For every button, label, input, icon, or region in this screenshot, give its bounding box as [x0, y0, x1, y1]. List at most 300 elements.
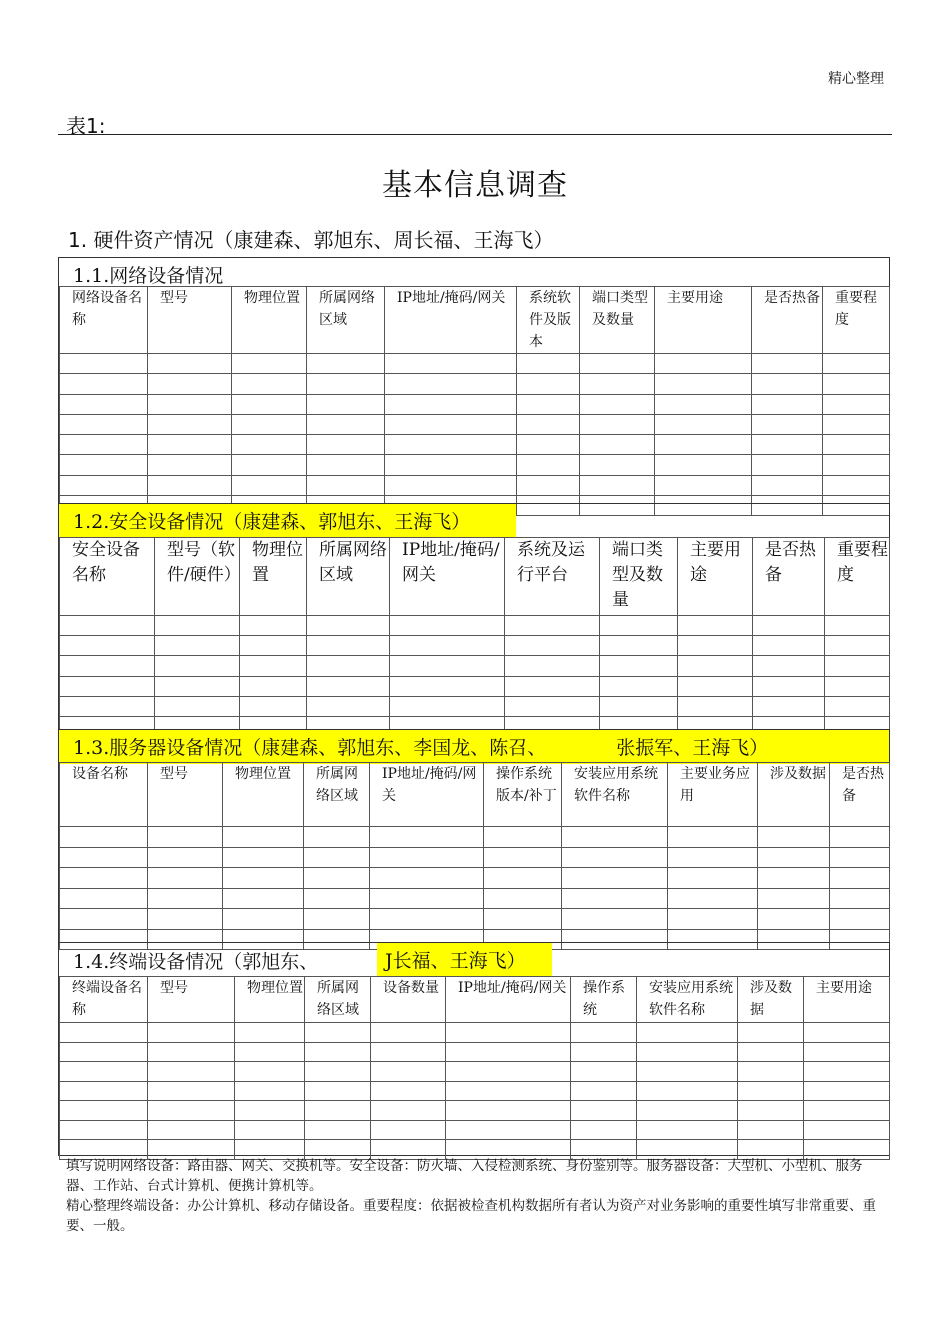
table-cell[interactable] — [758, 868, 830, 889]
table-cell[interactable] — [60, 435, 148, 455]
table-cell[interactable] — [484, 847, 562, 868]
table-cell[interactable] — [446, 1023, 571, 1043]
col-header: 重要程度 — [825, 538, 890, 616]
table-cell[interactable] — [390, 696, 505, 716]
server-devices-title — [59, 730, 889, 764]
table-cell[interactable] — [60, 1120, 148, 1140]
table-cell[interactable] — [390, 676, 505, 696]
table-cell[interactable] — [235, 1062, 305, 1082]
col-header: 是否热备 — [752, 287, 823, 354]
table-cell[interactable] — [678, 696, 753, 716]
col-header: 终端设备名称 — [60, 977, 148, 1023]
table-cell[interactable] — [804, 1081, 890, 1101]
table-cell[interactable] — [830, 847, 890, 868]
table-cell[interactable] — [600, 696, 678, 716]
table-row — [60, 414, 890, 434]
table-cell[interactable] — [232, 435, 307, 455]
table-cell[interactable] — [637, 1023, 738, 1043]
table-cell[interactable] — [148, 1042, 235, 1062]
table-cell[interactable] — [232, 394, 307, 414]
table-cell[interactable] — [571, 1101, 637, 1121]
table-cell[interactable] — [484, 868, 562, 889]
table-cell[interactable] — [240, 696, 307, 716]
table-cell[interactable] — [738, 1120, 804, 1140]
table-cell[interactable] — [60, 1023, 148, 1043]
table-cell[interactable] — [571, 1023, 637, 1043]
security-devices-section — [58, 503, 890, 730]
table-cell[interactable] — [752, 354, 823, 374]
col-header: 型号 — [148, 977, 235, 1023]
table-cell[interactable] — [637, 1062, 738, 1082]
table-cell[interactable] — [371, 1120, 446, 1140]
table-cell[interactable] — [385, 374, 517, 394]
table-cell[interactable] — [655, 435, 752, 455]
table-cell[interactable] — [517, 455, 580, 475]
table-cell[interactable] — [148, 374, 232, 394]
table-row — [60, 888, 890, 909]
table-cell[interactable] — [738, 1081, 804, 1101]
table-cell[interactable] — [232, 354, 307, 374]
col-header: 主要用途 — [804, 977, 890, 1023]
table-cell[interactable] — [390, 616, 505, 636]
col-header: 网络设备名称 — [60, 287, 148, 354]
table-cell[interactable] — [148, 1120, 235, 1140]
table-cell[interactable] — [60, 909, 148, 930]
table-row — [60, 656, 890, 676]
table-cell[interactable] — [60, 1042, 148, 1062]
col-header: 主要用途 — [678, 538, 753, 616]
table-cell[interactable] — [148, 888, 223, 909]
table-cell[interactable] — [305, 1081, 371, 1101]
table-row — [60, 455, 890, 475]
table-cell[interactable] — [580, 354, 655, 374]
table-cell[interactable] — [517, 374, 580, 394]
table-cell[interactable] — [60, 1101, 148, 1121]
table-row — [60, 394, 890, 414]
table-cell[interactable] — [223, 868, 304, 889]
table-cell[interactable] — [223, 888, 304, 909]
table-cell[interactable] — [60, 1081, 148, 1101]
table-cell[interactable] — [804, 1042, 890, 1062]
table-cell[interactable] — [232, 475, 307, 495]
table-cell[interactable] — [148, 1101, 235, 1121]
table-cell[interactable] — [305, 1023, 371, 1043]
table-cell[interactable] — [678, 616, 753, 636]
table-cell[interactable] — [668, 868, 758, 889]
table-cell[interactable] — [307, 676, 390, 696]
table-cell[interactable] — [60, 696, 155, 716]
table-cell[interactable] — [830, 888, 890, 909]
table-cell[interactable] — [752, 435, 823, 455]
table-cell[interactable] — [484, 909, 562, 930]
table-cell[interactable] — [446, 1101, 571, 1121]
table-cell[interactable] — [678, 676, 753, 696]
table-cell[interactable] — [446, 1042, 571, 1062]
table-cell[interactable] — [305, 1120, 371, 1140]
table-cell[interactable] — [232, 455, 307, 475]
table-cell[interactable] — [753, 696, 825, 716]
table-cell[interactable] — [148, 909, 223, 930]
table-cell[interactable] — [753, 636, 825, 656]
table-cell[interactable] — [390, 656, 505, 676]
col-header: 所属网络区域 — [304, 763, 370, 827]
table-cell[interactable] — [155, 676, 240, 696]
table-cell[interactable] — [385, 435, 517, 455]
table-cell[interactable] — [823, 374, 890, 394]
table-cell[interactable] — [307, 656, 390, 676]
col-header: 重要程度 — [823, 287, 890, 354]
table-cell[interactable] — [655, 374, 752, 394]
table-cell[interactable] — [637, 1042, 738, 1062]
table-cell[interactable] — [571, 1081, 637, 1101]
table-cell[interactable] — [148, 1081, 235, 1101]
table-cell[interactable] — [571, 1042, 637, 1062]
col-header: 端口类型及数量 — [580, 287, 655, 354]
table-cell[interactable] — [484, 888, 562, 909]
table-cell[interactable] — [580, 455, 655, 475]
table-cell[interactable] — [148, 827, 223, 848]
table-cell[interactable] — [148, 435, 232, 455]
table-cell[interactable] — [668, 909, 758, 930]
table-cell[interactable] — [823, 414, 890, 434]
table-cell[interactable] — [385, 394, 517, 414]
table-row — [60, 1101, 890, 1121]
server-devices-section — [58, 729, 890, 943]
col-header: 安装应用系统软件名称 — [637, 977, 738, 1023]
col-header: 端口类型及数量 — [600, 538, 678, 616]
table-cell[interactable] — [571, 1062, 637, 1082]
server-devices-title-part1: 1.3.服务器设备情况（康建森、郭旭东、李国龙、陈召、 — [73, 737, 547, 759]
table-cell[interactable] — [517, 414, 580, 434]
table-cell[interactable] — [517, 354, 580, 374]
table-cell[interactable] — [60, 354, 148, 374]
col-header: 设备名称 — [60, 763, 148, 827]
table-cell[interactable] — [371, 1081, 446, 1101]
col-header: 是否热备 — [830, 763, 890, 827]
page-title: 基本信息调查 — [382, 168, 568, 203]
table-cell[interactable] — [505, 696, 600, 716]
col-header: 物理位置 — [223, 763, 304, 827]
table-cell[interactable] — [148, 354, 232, 374]
table-cell[interactable] — [155, 616, 240, 636]
table-row — [60, 1042, 890, 1062]
note-line: 填写说明网络设备：路由器、网关、交换机等。安全设备：防火墙、入侵检测系统、身份鉴别等。服务器设备：大型机、小型机、服务器、工作站、台式计算机、便携计算机等。 — [66, 1158, 863, 1194]
table-row — [60, 868, 890, 889]
table-cell[interactable] — [804, 1023, 890, 1043]
table-row — [60, 1081, 890, 1101]
table-cell[interactable] — [60, 888, 148, 909]
table-cell[interactable] — [371, 1023, 446, 1043]
table-cell[interactable] — [240, 676, 307, 696]
table-cell[interactable] — [304, 847, 370, 868]
table-cell[interactable] — [235, 1081, 305, 1101]
table-cell[interactable] — [678, 636, 753, 656]
table-row — [60, 374, 890, 394]
table-cell[interactable] — [307, 374, 385, 394]
table-cell[interactable] — [240, 616, 307, 636]
table-cell[interactable] — [580, 475, 655, 495]
table-row — [60, 616, 890, 636]
table-row — [60, 1023, 890, 1043]
table-cell[interactable] — [60, 827, 148, 848]
table-row — [60, 909, 890, 930]
security-devices-title: 1.2.安全设备情况（康建森、郭旭东、王海飞） — [59, 504, 516, 538]
table-cell[interactable] — [304, 909, 370, 930]
table-cell[interactable] — [60, 616, 155, 636]
table-cell[interactable] — [307, 475, 385, 495]
table-cell[interactable] — [60, 394, 148, 414]
table-cell[interactable] — [823, 354, 890, 374]
table-cell[interactable] — [752, 394, 823, 414]
table-cell[interactable] — [385, 455, 517, 475]
col-header: 设备数量 — [371, 977, 446, 1023]
col-header: 所属网络区域 — [307, 287, 385, 354]
table-cell[interactable] — [758, 888, 830, 909]
table-cell[interactable] — [370, 888, 484, 909]
table-cell[interactable] — [804, 1062, 890, 1082]
server-devices-title-part2: 张振军、王海飞） — [616, 737, 769, 759]
table-cell[interactable] — [232, 374, 307, 394]
table-cell[interactable] — [600, 636, 678, 656]
terminal-devices-title-part1: 1.4.终端设备情况（郭旭东、 — [73, 951, 319, 973]
table-cell[interactable] — [235, 1023, 305, 1043]
terminal-devices-section — [58, 942, 890, 1156]
table-cell[interactable] — [305, 1062, 371, 1082]
table-cell[interactable] — [240, 636, 307, 656]
section-heading: 1. 硬件资产情况（康建森、郭旭东、周长福、王海飞） — [68, 228, 554, 252]
table-cell[interactable] — [223, 847, 304, 868]
table-cell[interactable] — [385, 354, 517, 374]
table-cell[interactable] — [517, 475, 580, 495]
table-cell[interactable] — [371, 1062, 446, 1082]
table-cell[interactable] — [823, 394, 890, 414]
table-cell[interactable] — [562, 888, 668, 909]
table-cell[interactable] — [60, 414, 148, 434]
table-cell[interactable] — [305, 1101, 371, 1121]
table-cell[interactable] — [738, 1023, 804, 1043]
table-cell[interactable] — [830, 827, 890, 848]
table-cell[interactable] — [637, 1081, 738, 1101]
table-cell[interactable] — [484, 827, 562, 848]
table-cell[interactable] — [562, 827, 668, 848]
table-cell[interactable] — [304, 888, 370, 909]
table-cell[interactable] — [562, 868, 668, 889]
table-cell[interactable] — [830, 909, 890, 930]
table-cell[interactable] — [235, 1042, 305, 1062]
table-cell[interactable] — [385, 414, 517, 434]
table-cell[interactable] — [823, 455, 890, 475]
table-cell[interactable] — [148, 847, 223, 868]
table-cell[interactable] — [753, 616, 825, 636]
table-row — [60, 1062, 890, 1082]
table-cell[interactable] — [148, 394, 232, 414]
table-cell[interactable] — [60, 656, 155, 676]
table-cell[interactable] — [738, 1062, 804, 1082]
col-header: 型号 — [148, 763, 223, 827]
table-cell[interactable] — [148, 1023, 235, 1043]
table-cell[interactable] — [505, 636, 600, 656]
table-cell[interactable] — [804, 1120, 890, 1140]
table-cell[interactable] — [155, 696, 240, 716]
table-cell[interactable] — [60, 1062, 148, 1082]
table-cell[interactable] — [60, 847, 148, 868]
table-cell[interactable] — [304, 827, 370, 848]
table-row — [60, 676, 890, 696]
table-cell[interactable] — [148, 475, 232, 495]
table-cell[interactable] — [668, 847, 758, 868]
table-cell[interactable] — [580, 414, 655, 434]
table-cell[interactable] — [825, 636, 890, 656]
table-cell[interactable] — [240, 656, 307, 676]
table-cell[interactable] — [148, 868, 223, 889]
table-cell[interactable] — [505, 676, 600, 696]
table-cell[interactable] — [232, 414, 307, 434]
table-cell[interactable] — [446, 1120, 571, 1140]
table-cell[interactable] — [235, 1101, 305, 1121]
col-header: 涉及数据 — [758, 763, 830, 827]
table-cell[interactable] — [600, 656, 678, 676]
table-cell[interactable] — [752, 414, 823, 434]
table-cell[interactable] — [60, 455, 148, 475]
table-cell[interactable] — [148, 455, 232, 475]
col-header: 操作系统版本/补丁 — [484, 763, 562, 827]
table-cell[interactable] — [304, 868, 370, 889]
table-cell[interactable] — [655, 414, 752, 434]
table-cell[interactable] — [738, 1042, 804, 1062]
table-cell[interactable] — [370, 868, 484, 889]
terminal-devices-title-part2: J长福、王海飞） — [377, 943, 552, 977]
col-header: IP地址/掩码/网关 — [385, 287, 517, 354]
table-cell[interactable] — [655, 455, 752, 475]
header-note: 精心整理 — [828, 71, 884, 87]
col-header: 型号（软件/硬件） — [155, 538, 240, 616]
col-header: 安装应用系统软件名称 — [562, 763, 668, 827]
terminal-devices-table — [59, 976, 890, 1160]
table-cell[interactable] — [307, 354, 385, 374]
table-cell[interactable] — [752, 475, 823, 495]
table-cell[interactable] — [60, 374, 148, 394]
table-cell[interactable] — [655, 354, 752, 374]
col-header: IP地址/掩码/网关 — [446, 977, 571, 1023]
table-cell[interactable] — [235, 1120, 305, 1140]
table-row — [60, 827, 890, 848]
table-cell[interactable] — [637, 1120, 738, 1140]
table-cell[interactable] — [155, 656, 240, 676]
table-cell[interactable] — [223, 909, 304, 930]
table-cell[interactable] — [830, 868, 890, 889]
table-cell[interactable] — [517, 435, 580, 455]
table-cell[interactable] — [307, 394, 385, 414]
table-cell[interactable] — [307, 636, 390, 656]
table-cell[interactable] — [307, 435, 385, 455]
table-cell[interactable] — [307, 696, 390, 716]
table-cell[interactable] — [307, 455, 385, 475]
table-cell[interactable] — [668, 827, 758, 848]
table-row — [60, 696, 890, 716]
table-cell[interactable] — [155, 636, 240, 656]
table-cell[interactable] — [305, 1042, 371, 1062]
col-header: 所属网络区域 — [307, 538, 390, 616]
table-cell[interactable] — [370, 847, 484, 868]
table-cell[interactable] — [738, 1101, 804, 1121]
table-cell[interactable] — [655, 394, 752, 414]
table-cell[interactable] — [60, 868, 148, 889]
table-cell[interactable] — [600, 676, 678, 696]
col-header: 涉及数据 — [738, 977, 804, 1023]
table-cell[interactable] — [580, 435, 655, 455]
table-cell[interactable] — [752, 455, 823, 475]
security-devices-table — [59, 537, 890, 737]
table-cell[interactable] — [571, 1120, 637, 1140]
table-cell[interactable] — [370, 827, 484, 848]
col-header: 操作系统 — [571, 977, 637, 1023]
table-cell[interactable] — [148, 414, 232, 434]
table-cell[interactable] — [370, 909, 484, 930]
fill-instructions — [66, 1156, 886, 1236]
table-cell[interactable] — [825, 676, 890, 696]
table-cell[interactable] — [371, 1101, 446, 1121]
table-cell[interactable] — [825, 616, 890, 636]
table-cell[interactable] — [655, 475, 752, 495]
table-cell[interactable] — [371, 1042, 446, 1062]
table-cell[interactable] — [505, 656, 600, 676]
table-cell[interactable] — [580, 394, 655, 414]
table-cell[interactable] — [753, 676, 825, 696]
table-cell[interactable] — [446, 1062, 571, 1082]
table-cell[interactable] — [678, 656, 753, 676]
table-cell[interactable] — [446, 1081, 571, 1101]
col-header: 物理位置 — [240, 538, 307, 616]
table-cell[interactable] — [307, 616, 390, 636]
table-cell[interactable] — [600, 616, 678, 636]
table-row — [60, 435, 890, 455]
table-row — [60, 354, 890, 374]
table-cell[interactable] — [385, 475, 517, 495]
table-cell[interactable] — [758, 827, 830, 848]
col-header: 物理位置 — [232, 287, 307, 354]
table-cell[interactable] — [753, 656, 825, 676]
table-cell[interactable] — [758, 847, 830, 868]
table-cell[interactable] — [390, 636, 505, 656]
table-cell[interactable] — [668, 888, 758, 909]
table-cell[interactable] — [637, 1101, 738, 1121]
table-cell[interactable] — [60, 676, 155, 696]
table-cell[interactable] — [505, 616, 600, 636]
table-cell[interactable] — [60, 475, 148, 495]
table-label: 表1: — [66, 114, 106, 138]
table-cell[interactable] — [758, 909, 830, 930]
table-cell[interactable] — [823, 475, 890, 495]
table-cell[interactable] — [148, 1062, 235, 1082]
table-cell[interactable] — [517, 394, 580, 414]
col-header: 型号 — [148, 287, 232, 354]
table-cell[interactable] — [307, 414, 385, 434]
table-cell[interactable] — [223, 827, 304, 848]
col-header: 安全设备名称 — [60, 538, 155, 616]
table-cell[interactable] — [752, 374, 823, 394]
network-devices-table — [59, 286, 890, 516]
table-cell[interactable] — [580, 374, 655, 394]
table-cell[interactable] — [825, 696, 890, 716]
table-cell[interactable] — [60, 636, 155, 656]
server-devices-table — [59, 762, 890, 950]
table-cell[interactable] — [562, 909, 668, 930]
table-cell[interactable] — [804, 1101, 890, 1121]
col-header: 物理位置 — [235, 977, 305, 1023]
table-cell[interactable] — [825, 656, 890, 676]
table-cell[interactable] — [823, 435, 890, 455]
table-cell[interactable] — [562, 847, 668, 868]
